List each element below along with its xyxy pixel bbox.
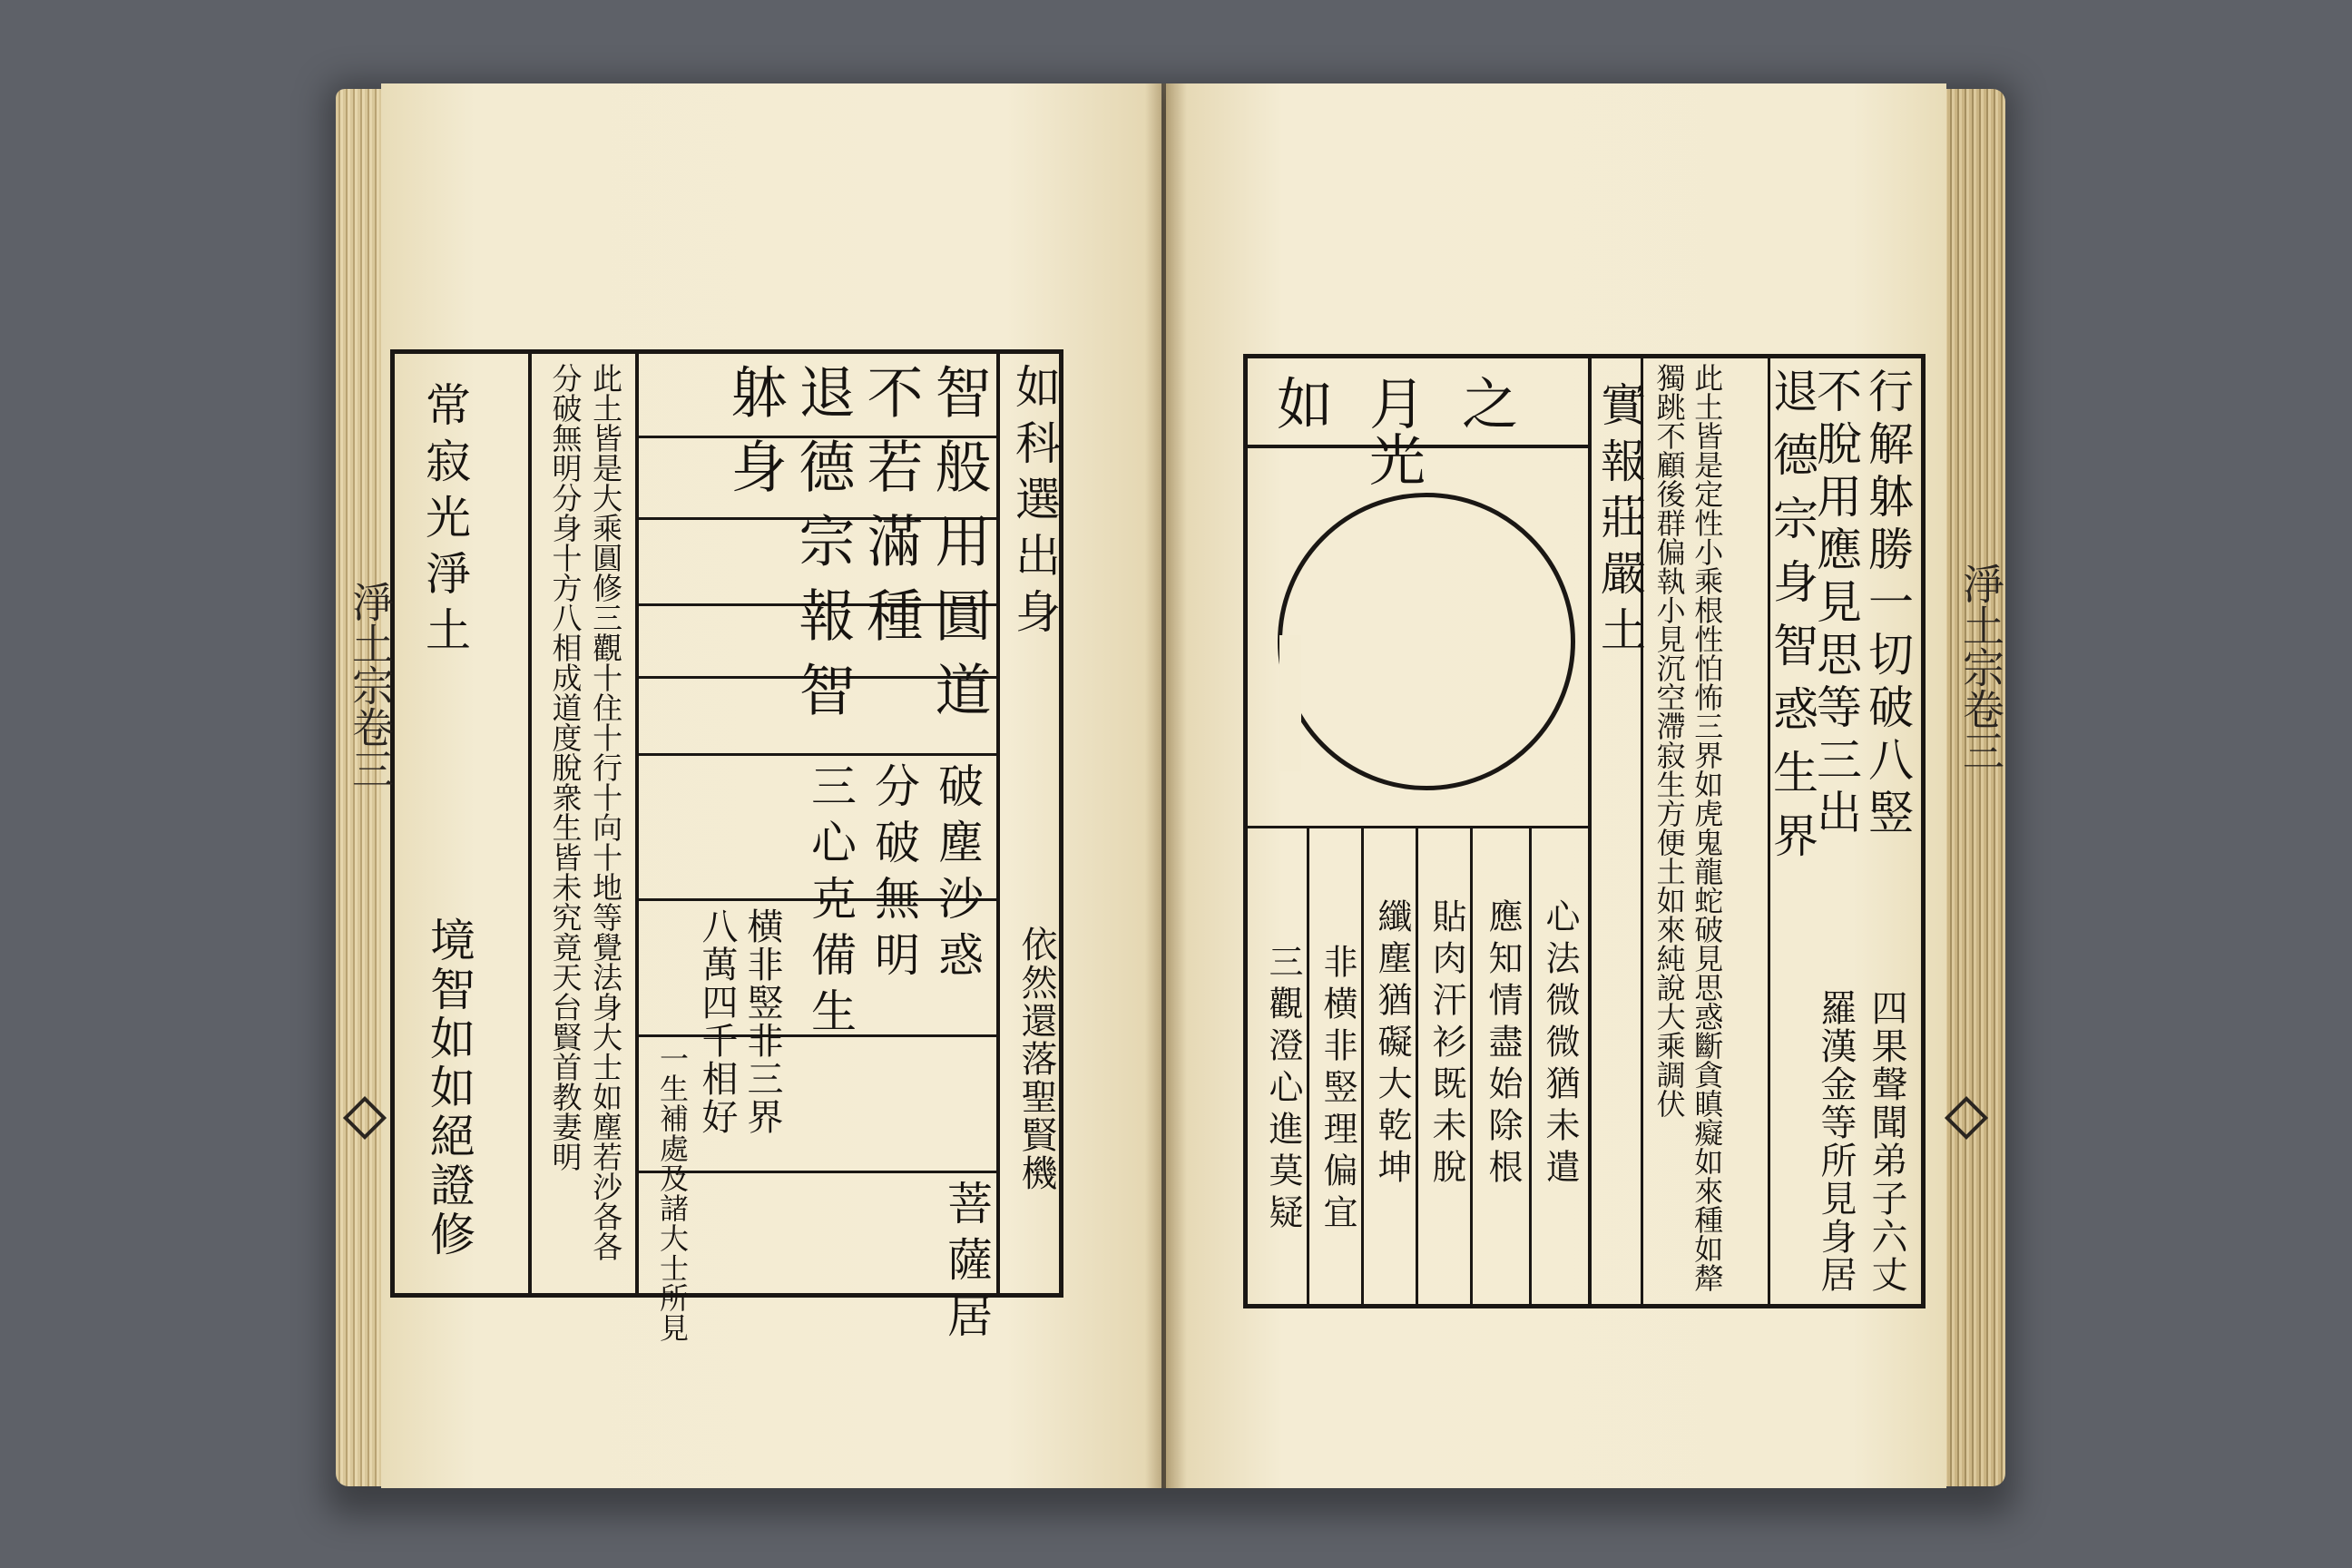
right-col-a: 行解躰勝一切破八竪 [1861,368,1914,841]
grid-col-9: 八萬四千相好 [696,907,738,1136]
grid-h-5 [639,753,996,756]
verse-col-1: 心法微微猶未遣 [1540,898,1580,1191]
left-header-col2: 依然還落聖賢機 [1015,926,1057,1192]
left-footer-col1: 常寂光淨土 [418,381,471,662]
right-rule-v1 [1588,354,1592,1308]
right-note: 此土皆是定性小乘根性怕怖三界如虎鬼龍蛇破見思惑斷貪瞋癡如來種如犛獨跳不顧後群偏執小見沉空滯寂生方便土如來純說大乘調伏 [1651,363,1725,1292]
grid-col-10: 一生補處及諸大士所見 [655,1044,690,1343]
grid-h-8 [639,1171,996,1173]
left-rule-3 [996,349,1000,1298]
grid-col-3: 退德宗報智 [789,363,856,735]
grid-col-2: 不若滿種 [858,363,924,661]
right-margin-title: 淨土宗卷三 [1956,563,2005,771]
left-header-col1: 如科選出身 [1008,363,1061,644]
left-rule-1 [528,349,532,1298]
verse-col-3: 貼肉汗衫既未脫 [1426,898,1466,1191]
verse-col-6: 三觀澄心進莫疑 [1263,944,1303,1236]
right-header: 如月之光 [1276,371,1554,494]
grid-col-7: 三心克備生 [804,762,857,1044]
verse-col-2: 應知情盡始除根 [1483,898,1523,1191]
grid-col-8: 横非竪非三界 [741,907,783,1136]
book-gutter [1145,83,1187,1488]
right-title-col: 實報莊嚴土 [1593,381,1646,662]
verse-rule-5 [1529,828,1532,1308]
grid-col-5: 破塵沙惑 [931,762,984,987]
left-margin-title: 淨土宗卷三 [346,581,395,789]
left-footer-col2: 境智如如絕證修 [423,916,475,1259]
left-note-main: 此土皆是大乘圓修三觀十住十行十向十地等覺法身大士如塵若沙各各分破無明分身十方八相成道度脫衆生皆未究竟天台賢首教妻明 [547,363,624,1261]
grid-col-1: 智般用圓道 [926,363,992,735]
right-col-b: 退德宗身智惑生界 [1766,368,1818,876]
verse-rule-4 [1470,828,1473,1308]
moon-circle [1278,493,1575,790]
verse-rule-2 [1361,828,1364,1308]
grid-col-11: 菩薩居 [940,1180,993,1348]
grid-col-6: 分破無明 [867,762,920,987]
grid-col-4: 躰身 [721,363,788,512]
moon-gap [1279,635,1301,771]
right-col-a2: 不脫用應見思等三出 [1809,368,1862,841]
verse-col-5: 非横非竪理偏宜 [1318,944,1357,1236]
verse-rule-3 [1416,828,1418,1308]
verse-rule-1 [1307,828,1309,1308]
left-rule-2 [635,349,639,1298]
verse-col-4: 纖塵猶礙大乾坤 [1372,898,1412,1191]
right-col-c: 四果聲聞弟子六丈羅漢金等所見身居 [1815,989,1907,1294]
